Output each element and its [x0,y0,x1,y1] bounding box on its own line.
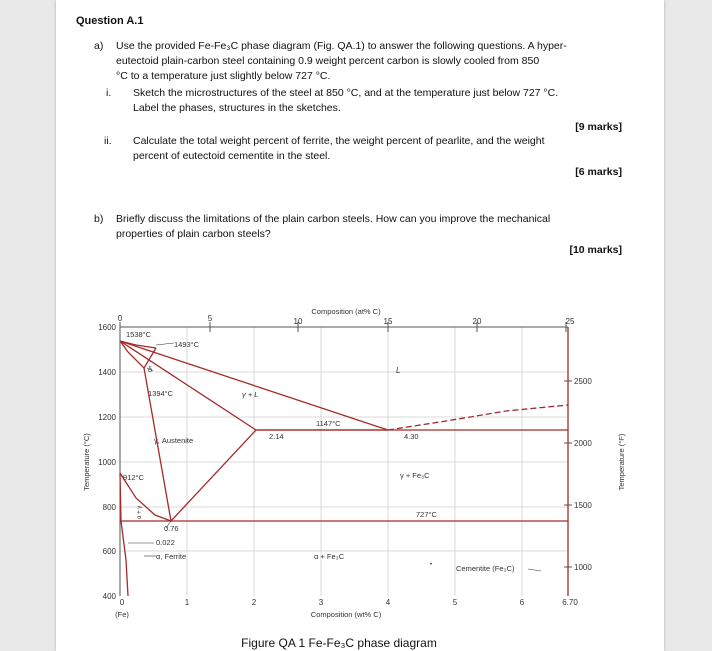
label-cementite: Cementite (Fe₃C) [456,564,515,573]
left-tick-label: 400 [102,592,116,601]
sub-ii-line: Calculate the total weight percent of ferrite, the weight percent of pearlite, and the weight [133,135,545,147]
part-a-line: Use the provided Fe-Fe₃C phase diagram (Fig. QA.1) to answer the following questions. A hyper- [116,40,567,52]
left-tick-label: 800 [102,503,116,512]
label-alpha-cementite: α + Fe₃C [314,552,345,561]
bottom-axis-title: Composition (wt% C) [310,610,382,619]
left-tick-label: 1400 [98,368,116,377]
label-727: 727°C [416,510,437,519]
sub-i-line: Label the phases, structures in the sketches. [133,102,341,114]
label-2-14: 2.14 [269,432,284,441]
bottom-tick-label: 5 [452,598,458,607]
label-alpha-gamma: α + γ [137,505,143,519]
bottom-tick-label: 1 [184,598,190,607]
top-tick-label: 0 [117,314,123,323]
label-liquid: L [396,366,401,375]
right-tick-label: 2500 [574,377,592,386]
top-tick-label: 5 [207,314,213,323]
label-ferrite: α, Ferrite [156,552,187,561]
left-axis-title: Temperature (°C) [82,433,91,491]
left-tick-label: 1000 [98,458,116,467]
top-tick-label: 15 [383,317,393,326]
label-4-30: 4.30 [404,432,419,441]
label-1493: 1493°C [174,340,200,349]
left-tick-label: 1600 [98,323,116,332]
sub-i-line: Sketch the microstructures of the steel at 850 °C, and at the temperature just below 727 °C. [133,87,559,99]
top-tick-label: 25 [565,317,575,326]
label-1538: 1538°C [126,330,152,339]
left-tick-label: 600 [102,547,116,556]
sub-ii-line: percent of eutectoid cementite in the steel. [133,150,331,162]
label-austenite: γ, Austenite [154,436,194,445]
right-tick-label: 1000 [574,563,592,572]
phase-diagram [56,0,664,651]
label-delta: δ [148,365,153,374]
top-axis-title: Composition (at% C) [311,307,381,316]
exam-page [56,0,664,651]
sub-i-marks: [9 marks] [575,121,622,133]
sub-ii-label: ii. [104,135,112,147]
left-tick-label: 1200 [98,413,116,422]
right-tick-label: 2000 [574,439,592,448]
part-a-label: a) [94,40,104,52]
right-tick-label: 1500 [574,501,592,510]
figure-caption: Figure QA 1 Fe-Fe₃C phase diagram [241,636,437,650]
bottom-origin-note: (Fe) [115,610,129,619]
bottom-tick-label: 2 [251,598,257,607]
part-a-line: eutectoid plain-carbon steel containing 0.9 weight percent carbon is slowly cooled from 850 [116,55,540,67]
label-1147: 1147°C [316,419,341,428]
part-b-label: b) [94,213,104,225]
stray-dot: • [430,562,433,568]
bottom-tick-label: 6 [519,598,525,607]
question-heading: Question A.1 [76,15,144,27]
right-axis-title: Temperature (°F) [617,433,626,491]
label-0-76: 0.76 [164,524,179,533]
top-tick-label: 20 [472,317,482,326]
label-1394: 1394°C [148,389,174,398]
bottom-tick-label: 6.70 [562,598,578,607]
part-a-line: °C to a temperature just slightly below 727 °C. [116,70,331,82]
label-0-022: 0.022 [156,538,175,547]
sub-ii-marks: [6 marks] [575,166,622,178]
bottom-tick-label: 3 [318,598,324,607]
sub-i-label: i. [106,87,112,99]
part-b-marks: [10 marks] [569,244,622,256]
part-b-line: properties of plain carbon steels? [116,228,271,240]
label-912: 912°C [123,473,144,482]
part-b-line: Briefly discuss the limitations of the plain carbon steels. How can you improve the mechanical [116,213,551,225]
bottom-tick-label: 0 [119,598,125,607]
top-tick-label: 10 [293,317,303,326]
leader-lines [128,343,541,571]
label-gamma-cementite: γ + Fe₃C [400,471,430,480]
bottom-tick-label: 4 [385,598,391,607]
label-gamma-liquid: γ + L [242,390,259,399]
